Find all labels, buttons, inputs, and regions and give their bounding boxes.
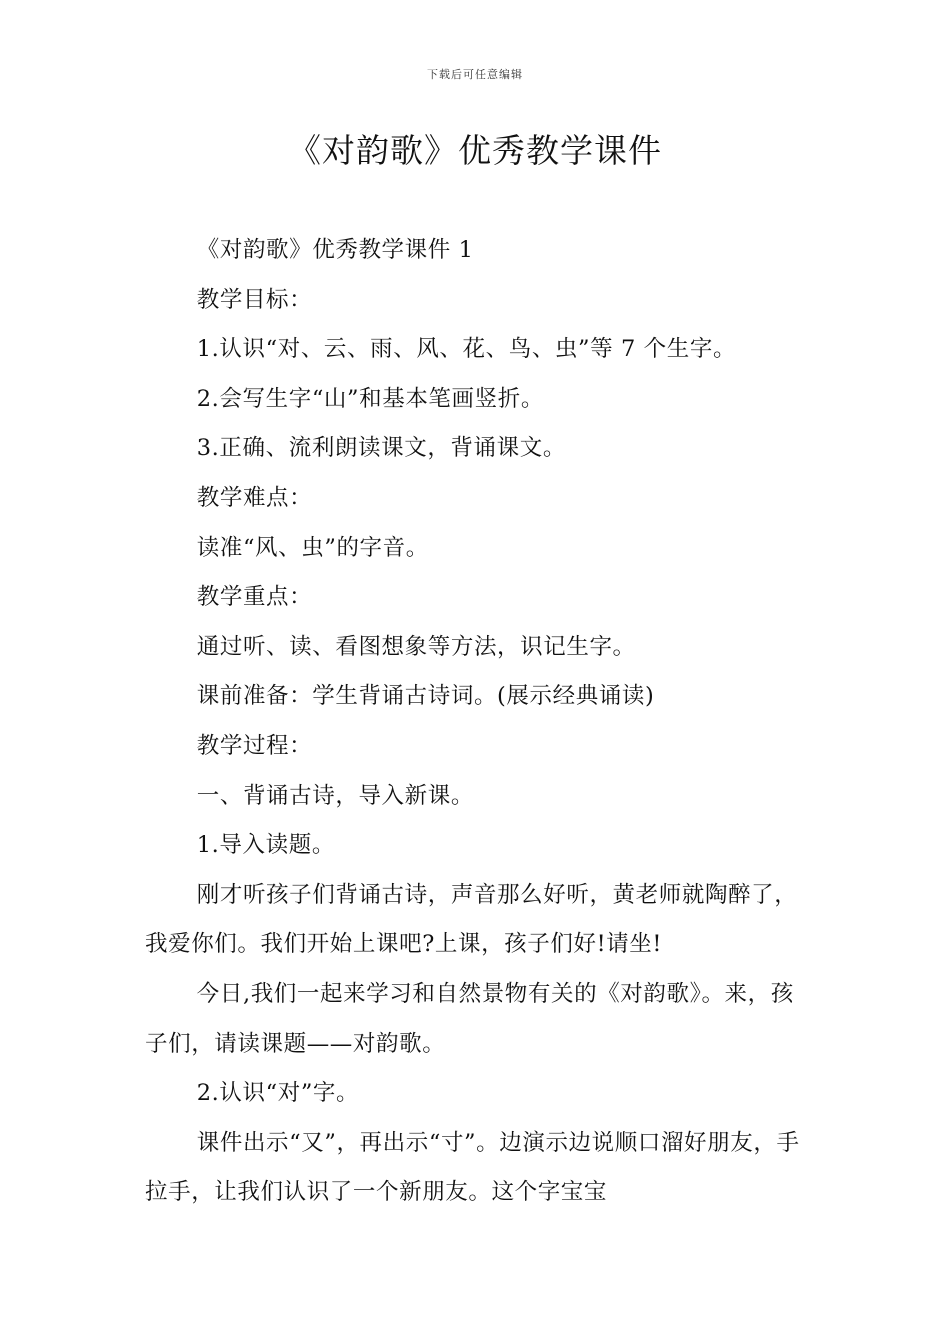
- paragraph: 刚才听孩子们背诵古诗，声音那么好听，黄老师就陶醉了，我爱你们。我们开始上课吧?上课，孩子们好!请坐!: [145, 881, 798, 958]
- list-item: 3.正确、流利朗读课文，背诵课文。: [196, 435, 566, 462]
- section-heading: 教学难点：: [196, 484, 313, 511]
- subsection-heading: 一、背诵古诗，导入新课。: [196, 782, 474, 809]
- paragraph: 读准“风、虫”的字音。: [196, 534, 429, 561]
- paragraph: 今日,我们一起来学习和自然景物有关的《对韵歌》。来，孩子们，请读课题——对韵歌。: [145, 980, 794, 1057]
- list-item: 2.认识“对”字。: [196, 1080, 360, 1107]
- document-title: 《对韵歌》优秀教学课件: [288, 131, 662, 170]
- list-item: 2.会写生字“山”和基本笔画竖折。: [196, 385, 544, 412]
- paragraph: 通过听、读、看图想象等方法，识记生字。: [196, 633, 636, 660]
- list-item: 1.导入读题。: [196, 832, 335, 859]
- section-heading: 教学目标：: [196, 286, 313, 313]
- list-item: 1.认识“对、云、雨、风、花、鸟、虫”等 7 个生字。: [196, 336, 737, 363]
- header-note: 下载后可任意编辑: [427, 68, 523, 81]
- paragraph: 课件出示“又”，再出示“寸”。边演示边说顺口溜好朋友，手拉手，让我们认识了一个新朋友。这个字宝宝: [145, 1129, 800, 1206]
- document-body: [145, 226, 807, 1218]
- paragraph: 《对韵歌》优秀教学课件 1: [196, 237, 474, 263]
- section-heading: 教学重点：: [196, 584, 313, 611]
- paragraph: 课前准备：学生背诵古诗词。(展示经典诵读): [196, 683, 655, 710]
- section-heading: 教学过程：: [196, 732, 313, 759]
